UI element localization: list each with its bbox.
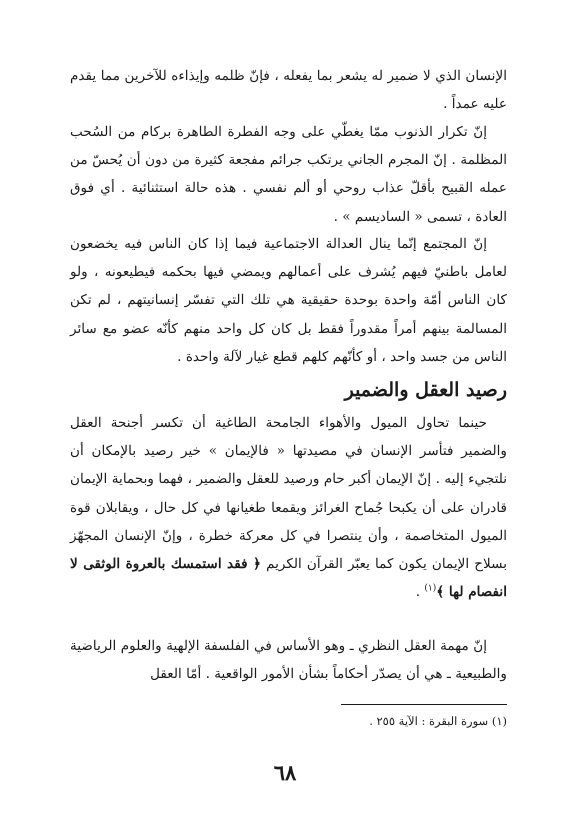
paragraph-1-text: الإنسان الذي لا ضمير له يشعر بما يفعله ، فإنّ ظلمه وإيذاءه للآخرين مما يقدم عليه عمداً . (70, 68, 507, 113)
paragraph-1 (70, 62, 507, 118)
paragraph-5-text: إنّ مهمة العقل النظري ـ وهو الأساس في الفلسفة الإلهية والعلوم الرياضية والطبيعية ـ هي أن يصدّر أحكاماً بشأن الأمور الواقعية . أمّا العقل (70, 638, 507, 683)
paragraph-2-text: إنّ تكرار الذنوب ممّا يغطّي على وجه الفطرة الطاهرة بركام من السُحب المظلمة . إنّ المجرم الجاني يرتكب جرائم مفجعة كثيرة من دون أن يُحسّ من عمله القبيح بأقلّ عذاب روحي أو ألم نفسي . هذه حالة استثنائية . أي فوق العادة ، تسمى « الساديسم » . (70, 124, 507, 225)
paragraph-2 (70, 118, 507, 231)
section-heading: رصيد العقل والضمير (344, 379, 507, 401)
page-number: ٦٨ (273, 760, 297, 785)
footnote-divider (341, 704, 507, 705)
footnote-marker: (١) (424, 583, 437, 594)
quran-quote: ﴿ فقد استمسك بالعروة الوثقى لا انفصام لها ﴾ (70, 556, 507, 601)
paragraph-4-text: حينما تحاول الميول والأهواء الجامحة الطاغية أن تكسر أجنحة العقل والضمير فتأسر الإنسان في مصيدتها « فالإيمان » خير رصيد بالإمكان أن نلتجيء إليه . إنّ الإيمان أكبر حام ورصيد للعقل والضمير ، فهما وبحماية الإيمان قادران على أن يكبحا جُماح الغرائز ويقمعا طغيانها في كل حال ، ويقابلان قوة الميول المتخاصمة ، وأن ينتصرا في كل معركة خطرة ، وإنّ الإنسان المجهّز بسلاح الإيمان يكون كما يعبّر القرآن الكريم (70, 415, 507, 573)
paragraph-3-text: إنّ المجتمع إنّما ينال العدالة الاجتماعية فيما إذا كان الناس فيه يخضعون لعامل باطنيّ فيهم يُشرف على أعمالهم ويمضي فيها بحكمه فيطيعونه ، ولو كان الناس أمّة واحدة بوحدة حقيقية هي تلك التي تفسّر إنسانيتهم ، لم تكن المسالمة بينهم أمراً مقدوراً فقط بل كان كل واحد منهم كأنّه عضو مع سائر الناس من جسد واحد ، أو كأنّهم كلهم قطع غيار لآلة واحدة . (70, 236, 507, 365)
paragraph-5 (70, 632, 507, 688)
paragraph-4-body (70, 409, 507, 606)
paragraph-4-end: . (415, 584, 425, 601)
paragraph-3 (70, 230, 507, 371)
footnote: (١) سورة البقرة : الآية ٢٥٥ . (369, 714, 507, 728)
paragraph-4 (70, 409, 507, 606)
